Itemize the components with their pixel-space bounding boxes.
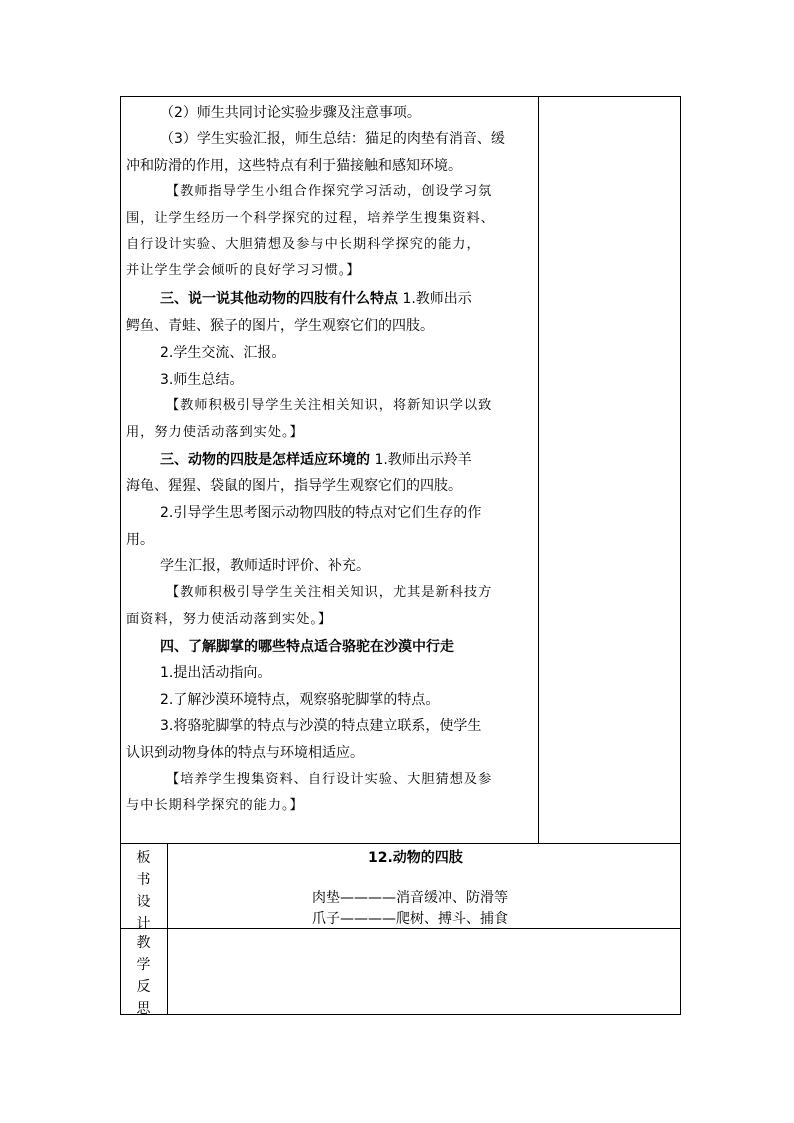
- board-title: 12.动物的四肢: [368, 850, 463, 866]
- section-4-title: 四、了解脚掌的哪些特点适合骆驼在沙漠中行走: [160, 639, 454, 655]
- teacher-note-3: 【教师积极引导学生关注相关知识，尤其是新科技方: [166, 585, 493, 600]
- section-3-step-2: 2.学生交流、汇报。: [160, 345, 286, 361]
- teacher-note-1-line-4: 并让学生学会倾听的良好学习习惯。】: [126, 263, 361, 278]
- section-3b-step-2-cont: 用。: [126, 532, 154, 548]
- teacher-note-2: 【教师积极引导学生关注相关知识，将新知识学以致: [166, 398, 493, 413]
- teacher-note-1-line-2: 围，让学生经历一个科学探究的过程，培养学生搜集资料、: [126, 211, 495, 226]
- board-line-paw-pad: 肉垫————消音缓冲、防滑等: [312, 890, 508, 906]
- section-4-step-3-cont: 认识到动物身体的特点与环境相适应。: [126, 745, 364, 761]
- board-line-claws: 爪子————爬树、搏斗、捕食: [312, 911, 508, 927]
- teacher-note-1-line-3: 自行设计实验、大胆猜想及参与中长期科学探究的能力，: [126, 237, 481, 252]
- section-3b-step-3: 学生汇报，教师适时评价、补充。: [160, 558, 370, 574]
- section-4-step-3: 3.将骆驼脚掌的特点与沙漠的特点建立联系，使学生: [160, 718, 482, 734]
- label-column-divider: [167, 843, 168, 1015]
- section-3b-heading-line: [120, 451, 538, 469]
- section-3-step-1: 1.教师出示: [398, 291, 472, 307]
- board-design-label: 板 书 设 计: [136, 850, 151, 932]
- section-3b-step-1: 1.教师出示羚羊: [370, 452, 472, 468]
- section-3b-step-2: 2.引导学生思考图示动物四肢的特点对它们生存的作: [160, 505, 482, 521]
- teacher-note-4: 【培养学生搜集资料、自行设计实验、大胆猜想及参: [166, 772, 493, 787]
- row-divider-reflection: [120, 928, 681, 929]
- section-4-step-1: 1.提出活动指向。: [160, 665, 272, 681]
- step-3-text-cont: 冲和防滑的作用，这些特点有利于猫接触和感知环境。: [126, 158, 462, 174]
- notes-column-divider: [538, 96, 539, 844]
- step-2-text: （2）师生共同讨论实验步骤及注意事项。: [160, 105, 421, 121]
- teacher-note-3-line-2: 面资料，努力使活动落到实处。】: [126, 612, 333, 627]
- table-top-border: [120, 96, 681, 97]
- section-3-step-1-cont: 鳄鱼、青蛙、猴子的图片，学生观察它们的四肢。: [126, 318, 434, 334]
- section-3b-step-1-cont: 海龟、猩猩、袋鼠的图片，指导学生观察它们的四肢。: [126, 478, 462, 494]
- table-bottom-border: [120, 1014, 681, 1015]
- teaching-reflection-label: 教 学 反 思: [136, 935, 151, 1017]
- table-right-border: [680, 96, 681, 1015]
- teacher-note-1: 【教师指导学生小组合作探究学习活动，创设学习氛: [166, 184, 493, 199]
- teacher-note-2-line-2: 用，努力使活动落到实处。】: [126, 425, 304, 440]
- teacher-note-4-line-2: 与中长期科学探究的能力。】: [126, 798, 304, 813]
- section-3b-title: 三、动物的四肢是怎样适应环境的: [160, 452, 370, 468]
- row-divider-board: [120, 843, 681, 844]
- section-3-title: 三、说一说其他动物的四肢有什么特点: [160, 291, 398, 307]
- section-3-step-3: 3.师生总结。: [160, 372, 244, 388]
- step-3-text: （3）学生实验汇报，师生总结：猫足的肉垫有消音、缓: [160, 131, 505, 147]
- section-3-heading-line: [120, 290, 538, 308]
- section-4-step-2: 2.了解沙漠环境特点，观察骆驼脚掌的特点。: [160, 692, 440, 708]
